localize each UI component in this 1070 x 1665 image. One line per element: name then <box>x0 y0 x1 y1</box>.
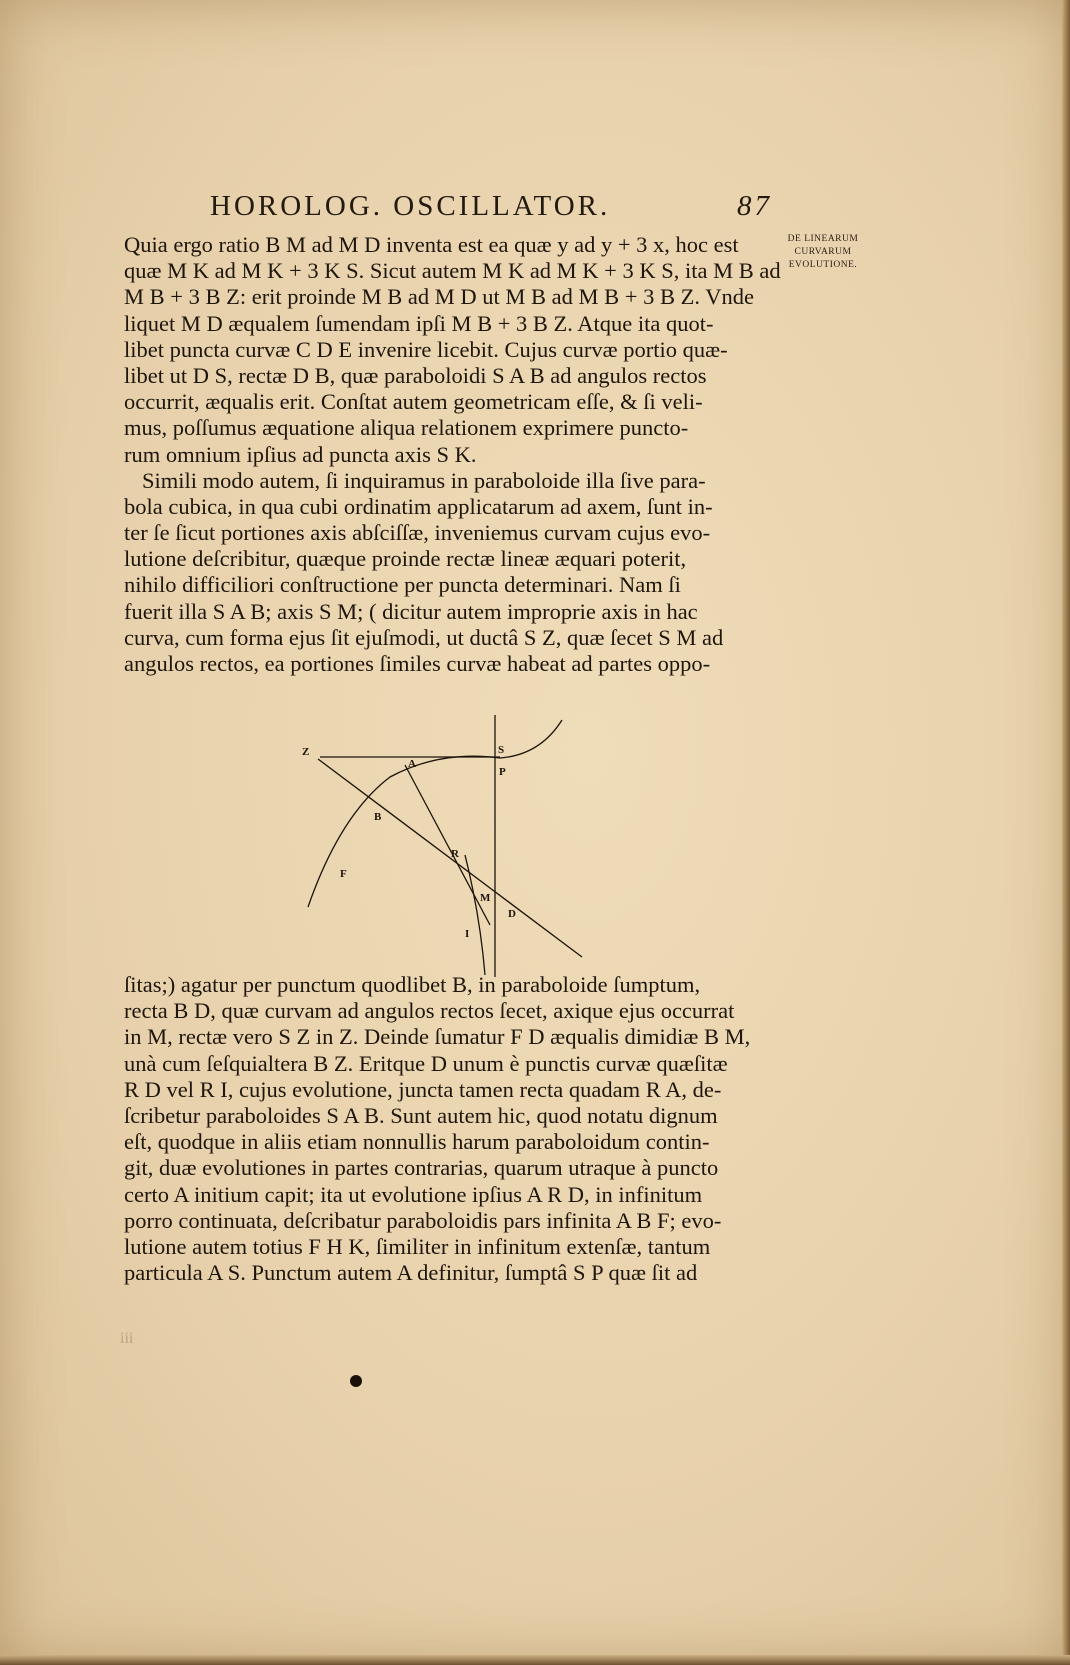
margin-note-line: DE LINEARUM <box>787 234 859 244</box>
text-line: git, duæ evolutiones in partes contrarias, quarum utraque à puncto <box>124 1155 719 1181</box>
label-f: F <box>340 868 347 880</box>
text-line: recta B D, quæ curvam ad angulos rectos ſecet, axique ejus occurrat <box>124 998 735 1024</box>
text-line: libet ut D S, rectæ D B, quæ paraboloidi S A B ad angulos rectos <box>124 362 707 388</box>
line-zd <box>318 759 582 957</box>
page-edge-right <box>1062 0 1070 1665</box>
text-line: eſt, quodque in aliis etiam nonnullis harum paraboloidum contin- <box>124 1129 710 1155</box>
text-line: liquet M D æqualem ſumendam ipſi M B + 3 B Z. Atque ita quot- <box>124 310 714 336</box>
label-i: I <box>465 928 470 940</box>
text-line: Quia ergo ratio B M ad M D inventa est ea quæ y ad y + 3 x, hoc est <box>124 232 739 257</box>
label-b: B <box>374 811 382 823</box>
text-line: particula A S. Punctum autem A definitur, ſumptâ S P quæ ſit ad <box>124 1260 698 1286</box>
text-line: M B + 3 B Z: erit proinde M B ad M D ut M B ad M B + 3 B Z. Vnde <box>124 284 754 310</box>
label-a: A <box>408 758 416 770</box>
text-line: porro continuata, deſcribatur paraboloidis pars infinita A B F; evo- <box>124 1207 722 1233</box>
margin-note <box>778 233 868 272</box>
label-d: D <box>508 908 516 920</box>
text-line: fuerit illa S A B; axis S M; ( dicitur autem improprie axis in hac <box>124 598 698 624</box>
label-p: P <box>499 766 506 778</box>
text-line: bola cubica, in qua cubi ordinatim applicatarum ad axem, ſunt in- <box>124 493 713 519</box>
text-line: lutione autem totius F H K, ſimiliter in infinitum extenſæ, tantum <box>124 1233 711 1259</box>
page-edge-bottom <box>0 1655 1070 1665</box>
page-number: 87 <box>737 190 772 222</box>
text-block-lower <box>124 972 784 1286</box>
label-m: M <box>480 892 491 904</box>
text-line: ſcribetur paraboloides S A B. Sunt autem hic, quod notatu dignum <box>124 1102 718 1128</box>
text-line: R D vel R I, cujus evolutione, juncta tamen recta quadam R A, de- <box>124 1076 722 1102</box>
text-line: unà cum ſeſquialtera B Z. Eritque D unum è punctis curvæ quæſitæ <box>124 1050 728 1076</box>
figure-svg <box>300 705 600 985</box>
running-head-title: HOROLOG. OSCILLATOR. <box>210 190 611 222</box>
geometric-figure <box>300 705 600 985</box>
text-line: curva, cum forma ejus ſit ejuſmodi, ut ductâ S Z, quæ ſecet S M ad <box>124 624 724 650</box>
label-z: Z <box>302 746 310 758</box>
text-line: lutione deſcribitur, quæque proinde rectæ lineæ æquari poterit, <box>124 546 687 572</box>
text-line: Simili modo autem, ſi inquiramus in paraboloide illa ſive para- <box>142 467 706 493</box>
text-line: rum omnium ipſius ad puncta axis S K. <box>124 441 477 467</box>
margin-note-line: CURVARUM <box>794 247 852 257</box>
margin-note-line: EVOLUTIONE. <box>788 260 858 270</box>
text-line: mus, poſſumus æquatione aliqua relationem exprimere puncto- <box>124 415 689 441</box>
text-line: ſitas;) agatur per punctum quodlibet B, in paraboloide ſumptum, <box>124 972 701 997</box>
text-line: nihilo difficiliori conſtructione per puncta determinari. Nam ſi <box>124 572 681 598</box>
ink-blot <box>350 1375 362 1387</box>
text-line: quæ M K ad M K + 3 K S. Sicut autem M K ad M K + 3 K S, ita M B ad <box>124 258 781 284</box>
text-line: in M, rectæ vero S Z in Z. Deinde ſumatur F D æqualis dimidiæ B M, <box>124 1024 751 1050</box>
running-head <box>210 190 780 226</box>
text-line: certo A initium capit; ita ut evolutione ipſius A R D, in infinitum <box>124 1181 703 1207</box>
label-s: S <box>498 744 505 756</box>
label-r: R <box>451 848 459 860</box>
line-am <box>405 765 490 925</box>
text-line: angulos rectos, ea portiones ſimiles curvæ habeat ad partes oppo- <box>124 651 711 676</box>
text-line: occurrit, æqualis erit. Conſtat autem geometricam eſſe, & ſi veli- <box>124 389 703 415</box>
text-line: ter ſe ſicut portiones axis abſciſſæ, inveniemus curvam cujus evo- <box>124 520 711 546</box>
signature-mark: iii <box>120 1330 134 1347</box>
text-line: libet puncta curvæ C D E invenire licebit. Cujus curvæ portio quæ- <box>124 336 728 362</box>
evolute-curve <box>465 855 485 975</box>
text-block-upper <box>124 232 784 677</box>
